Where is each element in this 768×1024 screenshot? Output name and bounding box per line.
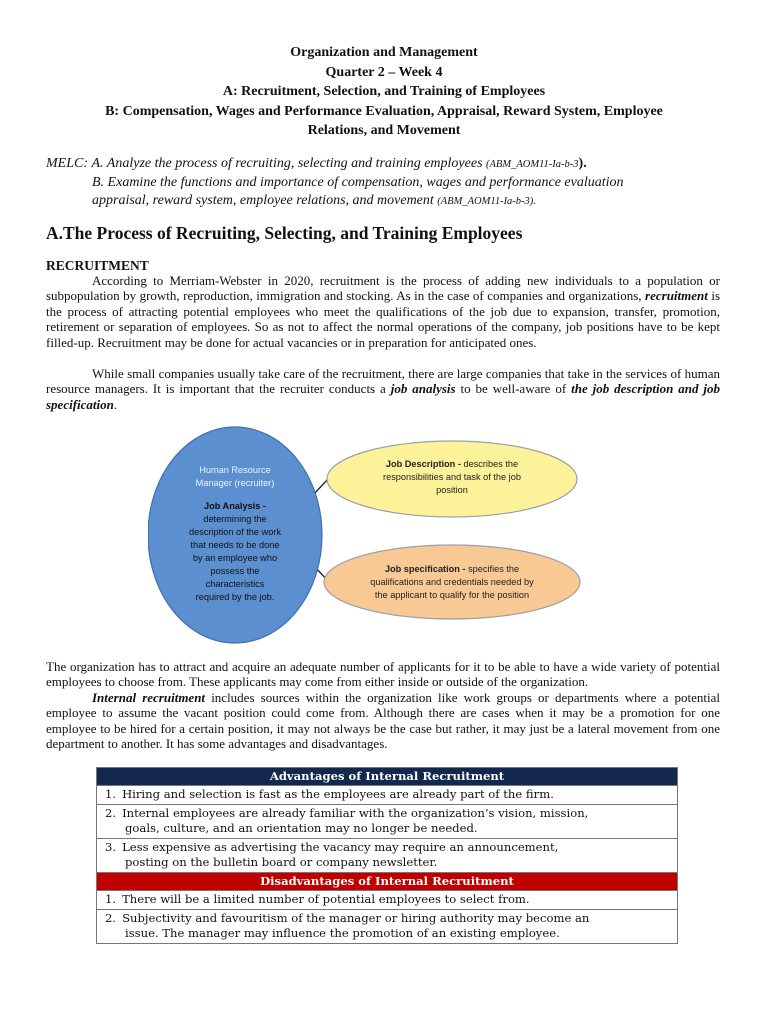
table-row: 3. Less expensive as advertising the vacancy may require an announcement, posting on the bulletin board or company newsletter. [97, 839, 678, 873]
header-quarter: Quarter 2 – Week 4 [325, 64, 443, 80]
js-line1: specifies the [468, 564, 520, 574]
recruitment-paragraph-1: According to Merriam-Webster in 2020, recruitment is the process of adding new individuals to a population or subpopulation by growth, reproduction, immigration and stocking. As in the case of companies and organizations, recruitment is the process of attracting potential employees who meet the qualifications of the job due to expansion, transfer, promotion, retirement or separation of employees. So as not to affect the normal operations of the company, job positions have to be kept filled-up. Recruitment may be done for actual vacancies or in preparation for anticipated ones. [46, 273, 721, 350]
jd-line2: responsibilities and task of the job [383, 472, 521, 482]
table-row: 1. Hiring and selection is fast as the employees are already part of the firm. [97, 786, 678, 805]
melc-a-text: A. Analyze the process of recruiting, selecting and training employees [91, 156, 483, 171]
circle-job-analysis: Job Analysis - [204, 501, 266, 511]
document-header [60, 43, 708, 141]
circle-title-1: Human Resource [199, 465, 271, 475]
js-bold: Job specification - [384, 564, 466, 574]
circle-line-7: required by the job. [195, 592, 275, 602]
circle-line-5: possess the [210, 566, 260, 576]
job-analysis-diagram [148, 425, 598, 650]
term-internal-recruitment: Internal recruitment [92, 690, 206, 705]
jd-bold: Job Description - [385, 459, 461, 469]
header-topic-a: A: Recruitment, Selection, and Training of Employees [222, 84, 546, 99]
applicants-paragraph: The organization has to attract and acquire an adequate number of applicants for it to be able to have a wide variety of potential employees to choose from. These applicants may come from either inside or outside of the organization. [46, 659, 720, 690]
header-course: Organization and Management [290, 45, 478, 60]
js-line2: qualifications and credentials needed by [370, 577, 534, 587]
circle-line-2: description of the work [189, 527, 281, 537]
table-row: 2. Subjectivity and favouritism of the manager or hiring authority may become an issue. The manager may influence the promotion of an existing employee. [97, 910, 678, 944]
js-line3: the applicant to qualify for the position [374, 590, 530, 600]
melc-b-text1: B. Examine the functions and importance of compensation, wages and performance evaluation [92, 175, 624, 190]
melc-a-code: (ABM_AOM11-Ia-b-3 [486, 159, 579, 170]
recruitment-paragraph-2: While small companies usually take care of the recruitment, there are large companies that take in the services of human resource managers. It is important that the recruiter conducts a job analysis to be well-aware of the job description and job specification. [46, 366, 721, 412]
circle-line-1: determining the [203, 514, 267, 524]
header-topic-b-cont: Relations, and Movement [307, 123, 461, 138]
term-recruitment: recruitment [645, 288, 708, 304]
internal-recruitment-table [96, 767, 678, 944]
circle-line-3: that needs to be done [190, 540, 280, 550]
svg-text:Job specification - specifies [385, 564, 519, 574]
recruitment-heading: RECRUITMENT [46, 258, 149, 273]
melc-label: MELC: [46, 156, 88, 171]
internal-recruitment-paragraph: Internal recruitment includes sources within the organization like work groups or departments where a potential employee to assume the vacant position could come from. Although there are cases when it may be a promotion for one employee to be hired for a certain position, it may not always be the case but rather, it may just be a lateral movement from one department to another. It has some advantages and disadvantages. [46, 690, 720, 752]
circle-line-4: by an employee who [192, 553, 278, 563]
advantages-header: Advantages of Internal Recruitment [97, 768, 678, 786]
svg-text:Job Description - describes th [386, 459, 518, 469]
melc-block [46, 155, 726, 211]
section-a-title: A.The Process of Recruiting, Selecting, and Training Employees [46, 223, 523, 243]
jd-line1: describes the [463, 459, 519, 469]
melc-a-close: ). [578, 156, 587, 171]
header-topic-b: B: Compensation, Wages and Performance Evaluation, Appraisal, Reward System, Employee [105, 103, 663, 119]
disadvantages-header: Disadvantages of Internal Recruitment [97, 873, 678, 891]
table-row: 2. Internal employees are already familiar with the organization’s vision, mission, goals, culture, and an orientation may no longer be needed. [97, 805, 678, 839]
table-row: 1. There will be a limited number of potential employees to select from. [97, 891, 678, 910]
melc-b-code: (ABM_AOM11-Ia-b-3). [437, 196, 536, 207]
jd-line3: position [436, 485, 468, 495]
term-job-analysis: job analysis [390, 381, 456, 397]
term-job-description-specification: the job description and job specification [46, 381, 721, 412]
melc-b-text2: appraisal, reward system, employee relations, and movement [92, 193, 434, 208]
circle-title-2: Manager (recruiter) [195, 478, 275, 488]
circle-line-6: characteristics [205, 579, 265, 589]
